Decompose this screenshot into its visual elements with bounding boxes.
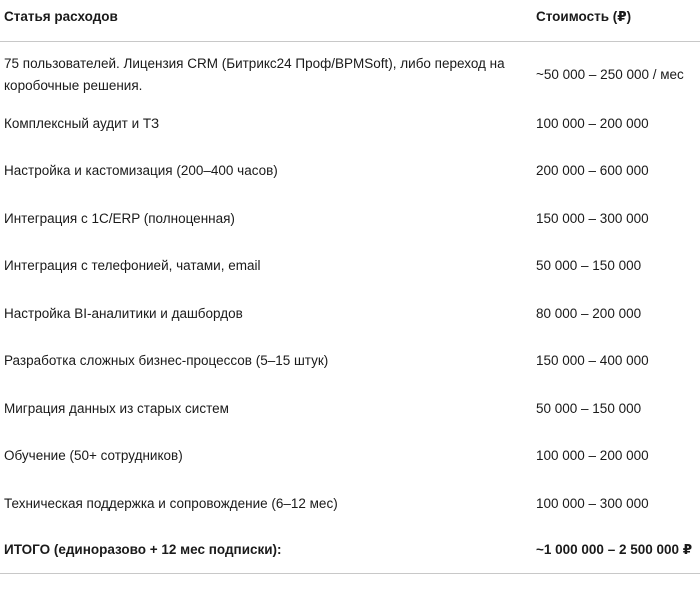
total-row (0, 528, 700, 574)
row-cost: 150 000 – 400 000 (536, 353, 649, 369)
row-cost: ~50 000 – 250 000 / мес (536, 67, 684, 82)
table-row (0, 243, 700, 291)
row-item: Интеграция с телефонией, чатами, email (4, 258, 261, 274)
table-header (0, 0, 700, 42)
table-row (0, 195, 700, 243)
row-item: Разработка сложных бизнес-процессов (5–15 штук) (4, 353, 329, 369)
table-row (0, 42, 700, 100)
row-cost: 200 000 – 600 000 (536, 163, 649, 179)
row-cost: 150 000 – 300 000 (536, 210, 649, 226)
row-item: Интеграция с 1С/ERP (полноценная) (4, 210, 235, 226)
row-cost: 50 000 – 150 000 (536, 400, 642, 416)
total-cost: ~1 000 000 – 2 500 000 ₽ (536, 542, 693, 557)
row-item: Обучение (50+ сотрудников) (4, 448, 183, 464)
row-item: Настройка и кастомизация (200–400 часов) (4, 163, 278, 179)
row-item: Настройка BI-аналитики и дашбордов (4, 305, 243, 321)
table-row (0, 290, 700, 338)
table-row (0, 100, 700, 148)
total-label: ИТОГО (единоразово + 12 мес подписки): (4, 542, 282, 557)
row-item: 75 пользователей. Лицензия CRM (Битрикс24 Проф/BPMSoft), либо переход на коробочные решения. (4, 56, 505, 93)
row-cost: 50 000 – 150 000 (536, 258, 642, 274)
row-cost: 100 000 – 200 000 (536, 115, 649, 131)
row-cost: 80 000 – 200 000 (536, 305, 642, 321)
row-item: Техническая поддержка и сопровождение (6–12 мес) (4, 495, 338, 511)
header-item: Статья расходов (4, 9, 118, 24)
row-cost: 100 000 – 300 000 (536, 495, 649, 511)
table-row (0, 385, 700, 433)
row-item: Комплексный аудит и ТЗ (4, 115, 160, 131)
table-row (0, 338, 700, 386)
row-cost: 100 000 – 200 000 (536, 448, 649, 464)
table-row (0, 148, 700, 196)
row-item: Миграция данных из старых систем (4, 400, 229, 416)
table-row (0, 480, 700, 528)
table-row (0, 433, 700, 481)
header-cost: Стоимость (₽) (536, 9, 632, 24)
